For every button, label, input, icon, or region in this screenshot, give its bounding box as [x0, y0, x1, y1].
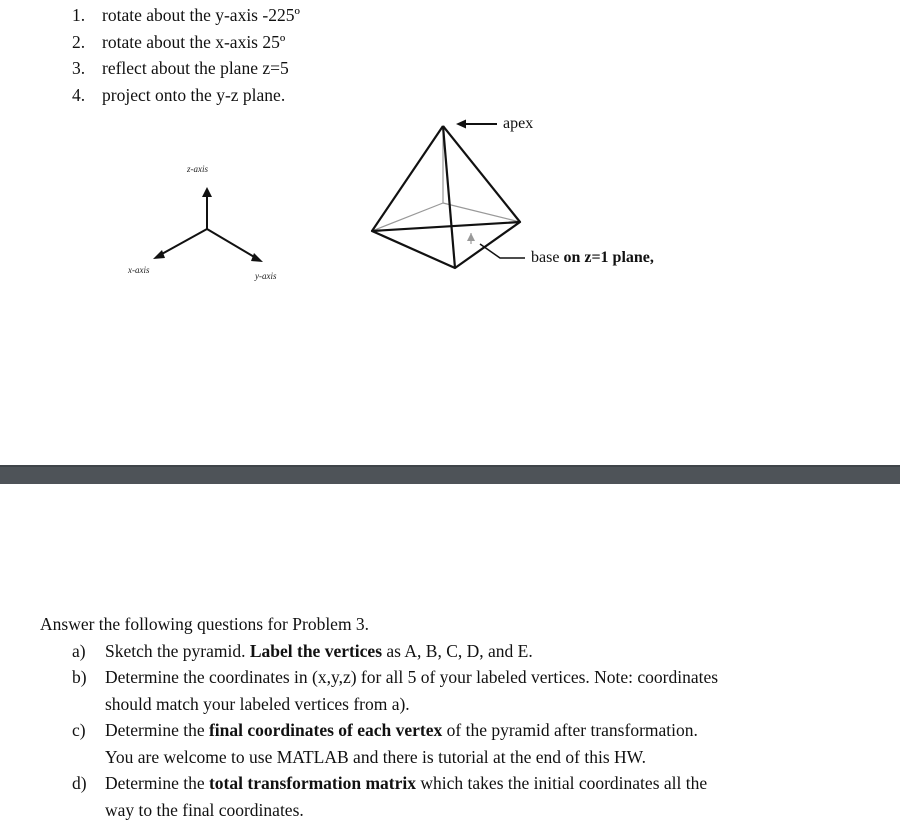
questions-intro: Answer the following questions for Problem 3.	[40, 614, 370, 634]
z-axis-arrow-icon	[202, 187, 212, 197]
base-label: base on z=1 plane,	[531, 249, 654, 266]
step-text: reflect about the plane z=5	[102, 58, 289, 78]
step-text: rotate about the x-axis 25º	[102, 31, 286, 52]
question-letter: b)	[72, 667, 87, 687]
question-line: Determine the coordinates in (x,y,z) for all 5 of your labeled vertices. Note: coordinates	[105, 667, 719, 687]
question-letter: d)	[72, 773, 87, 793]
question-line: You are welcome to use MATLAB and there is tutorial at the end of this HW.	[105, 746, 646, 767]
step-number: 3.	[72, 58, 86, 78]
y-axis-arrow-icon	[251, 253, 263, 262]
x-axis-arrow-icon	[153, 250, 165, 259]
question-line: Determine the final coordinates of each vertex of the pyramid after transformation.	[105, 720, 698, 740]
base-normal-arrow-icon	[467, 233, 475, 241]
question-letter: c)	[72, 720, 86, 740]
y-axis-label: y-axis	[255, 271, 277, 281]
x-axis-line	[160, 229, 207, 255]
question-b	[40, 664, 890, 717]
page-divider	[0, 465, 900, 484]
step-text: project onto the y-z plane.	[102, 84, 286, 105]
apex-label: apex	[503, 115, 534, 132]
y-axis-line	[207, 229, 256, 258]
pyramid-edge	[443, 126, 520, 222]
pyramid-base	[372, 222, 520, 268]
x-axis-label: x-axis	[128, 265, 150, 275]
question-letter: a)	[72, 640, 86, 661]
question-line: way to the final coordinates.	[105, 799, 304, 820]
question-c	[40, 717, 890, 770]
step-number: 2.	[72, 31, 86, 52]
apex-callout	[456, 115, 533, 132]
pyramid	[372, 126, 520, 268]
step-text: rotate about the y-axis -225º	[102, 5, 300, 25]
questions-block	[40, 611, 890, 823]
pyramid-edge	[443, 126, 455, 268]
step-number: 1.	[72, 5, 86, 25]
step-number: 4.	[72, 84, 86, 105]
question-line: Determine the total transformation matrix which takes the initial coordinates all the	[105, 773, 708, 793]
base-callout	[480, 244, 654, 266]
apex-arrow-icon	[456, 120, 466, 129]
pyramid-edge	[372, 126, 443, 231]
z-axis-label: z-axis	[187, 164, 208, 174]
question-a	[40, 638, 890, 665]
question-line: should match your labeled vertices from a).	[105, 693, 410, 714]
question-d	[40, 770, 890, 823]
coordinate-axes	[127, 164, 277, 281]
question-line: Sketch the pyramid. Label the vertices as A, B, C, D, and E.	[105, 640, 533, 661]
